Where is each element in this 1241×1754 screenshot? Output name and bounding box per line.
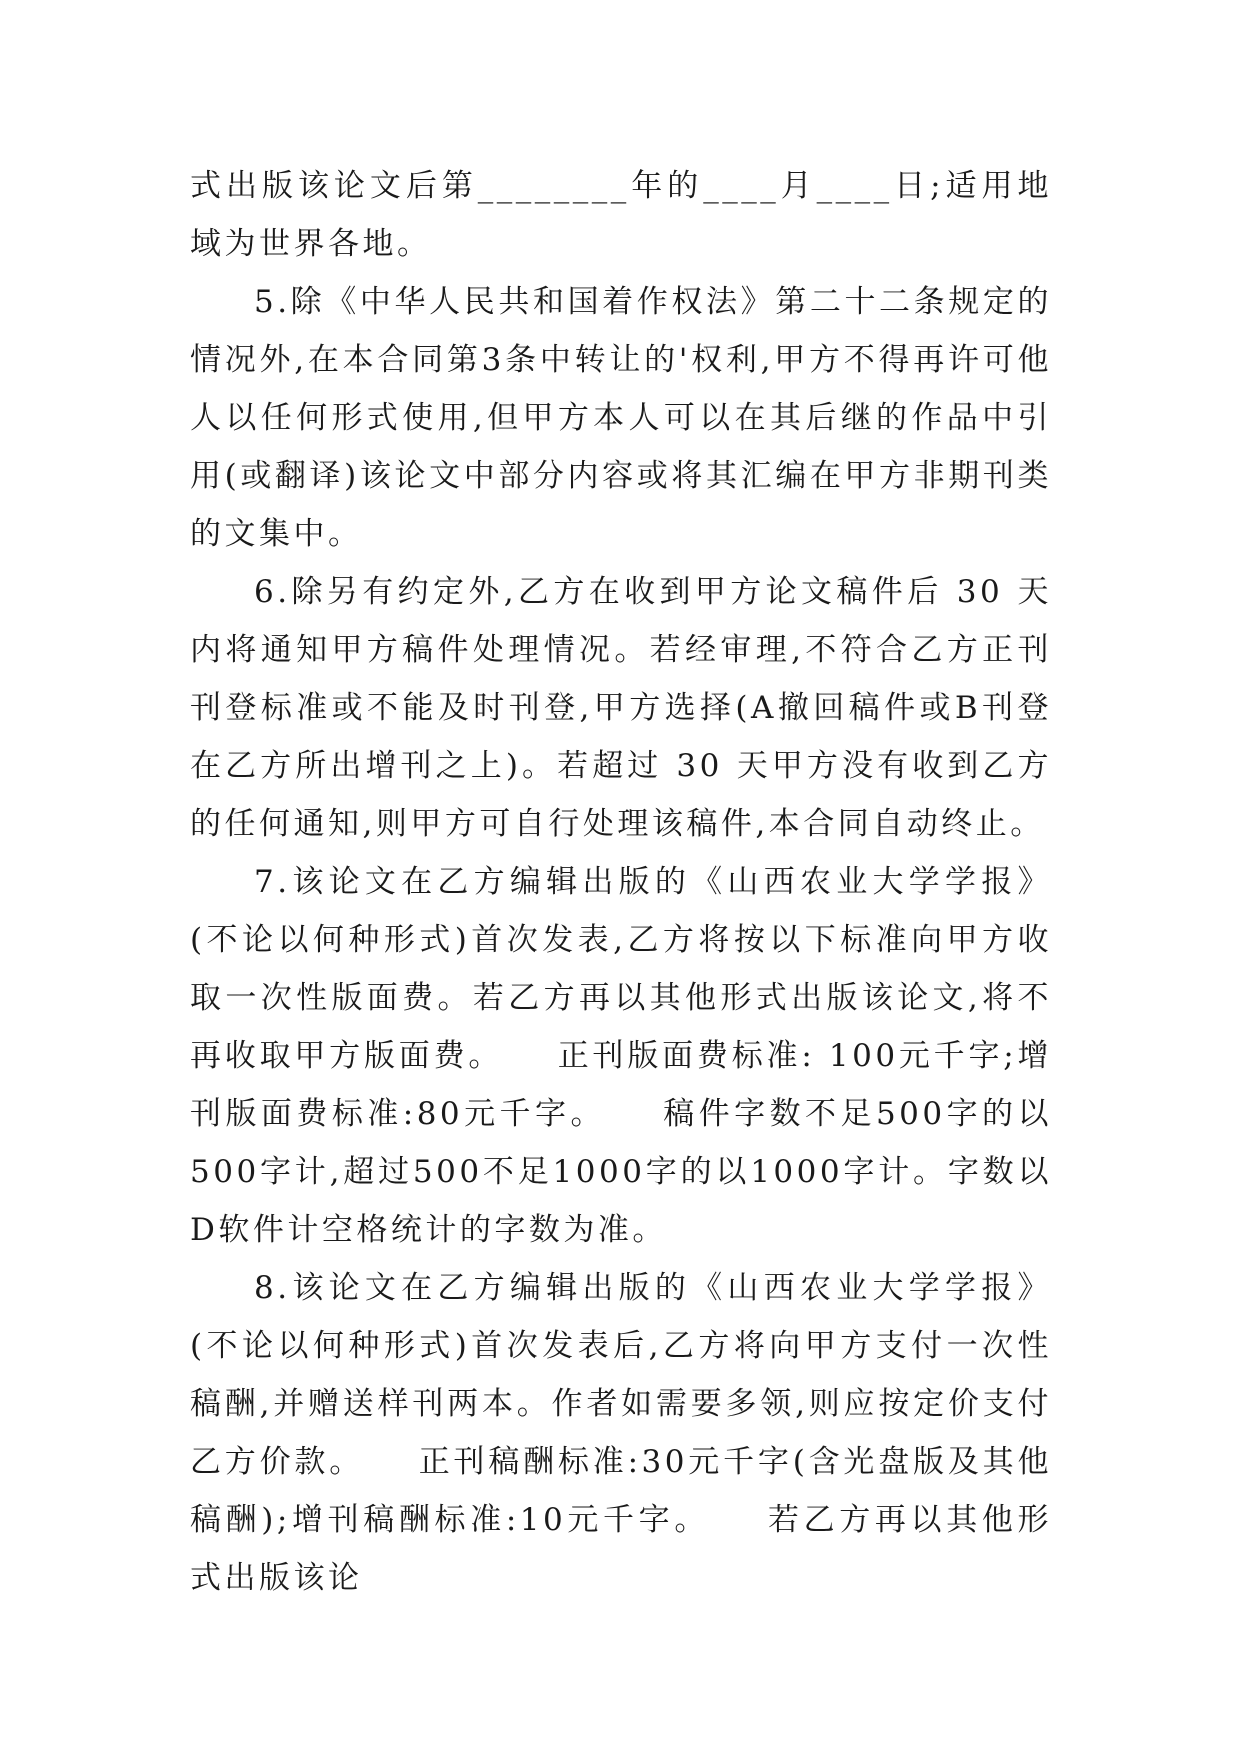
paragraph-clause-6: 6.除另有约定外,乙方在收到甲方论文稿件后 30 天内将通知甲方稿件处理情况。若经审理,不符合乙方正刊刊登标准或不能及时刊登,甲方选择(A撤回稿件或B刊登在乙方所出增刊之上)。若超过 30 天甲方没有收到乙方的任何通知,则甲方可自行处理该稿件,本合同自动终止。 — [190, 574, 1052, 842]
paragraph-clause-5: 5.除《中华人民共和国着作权法》第二十二条规定的情况外,在本合同第3条中转让的'权利,甲方不得再许可他人以任何形式使用,但甲方本人可以在其后继的作品中引用(或翻译)该论文中部分内容或将其汇编在甲方非期刊类的文集中。 — [190, 284, 1052, 552]
paragraph-continuation: 式出版该论文后第________年的____月____日;适用地域为世界各地。 — [190, 168, 1052, 262]
paragraph-clause-8: 8.该论文在乙方编辑出版的《山西农业大学学报》(不论以何种形式)首次发表后,乙方将向甲方支付一次性稿酬,并赠送样刊两本。作者如需要多领,则应按定价支付乙方价款。 正刊稿酬标准:30元千字(含光盘版及其他稿酬);增刊稿酬标准:10元千字。 若乙方再以其他形式出版该论 — [190, 1270, 1052, 1596]
document-page — [190, 157, 1052, 1607]
paragraph-clause-7: 7.该论文在乙方编辑出版的《山西农业大学学报》(不论以何种形式)首次发表,乙方将按以下标准向甲方收取一次性版面费。若乙方再以其他形式出版该论文,将不再收取甲方版面费。 正刊版面费标准: 100元千字;增刊版面费标准:80元千字。 稿件字数不足500字的以500字计,超过500不足1000字的以1000字计。字数以D软件计空格统计的字数为准。 — [190, 864, 1052, 1248]
